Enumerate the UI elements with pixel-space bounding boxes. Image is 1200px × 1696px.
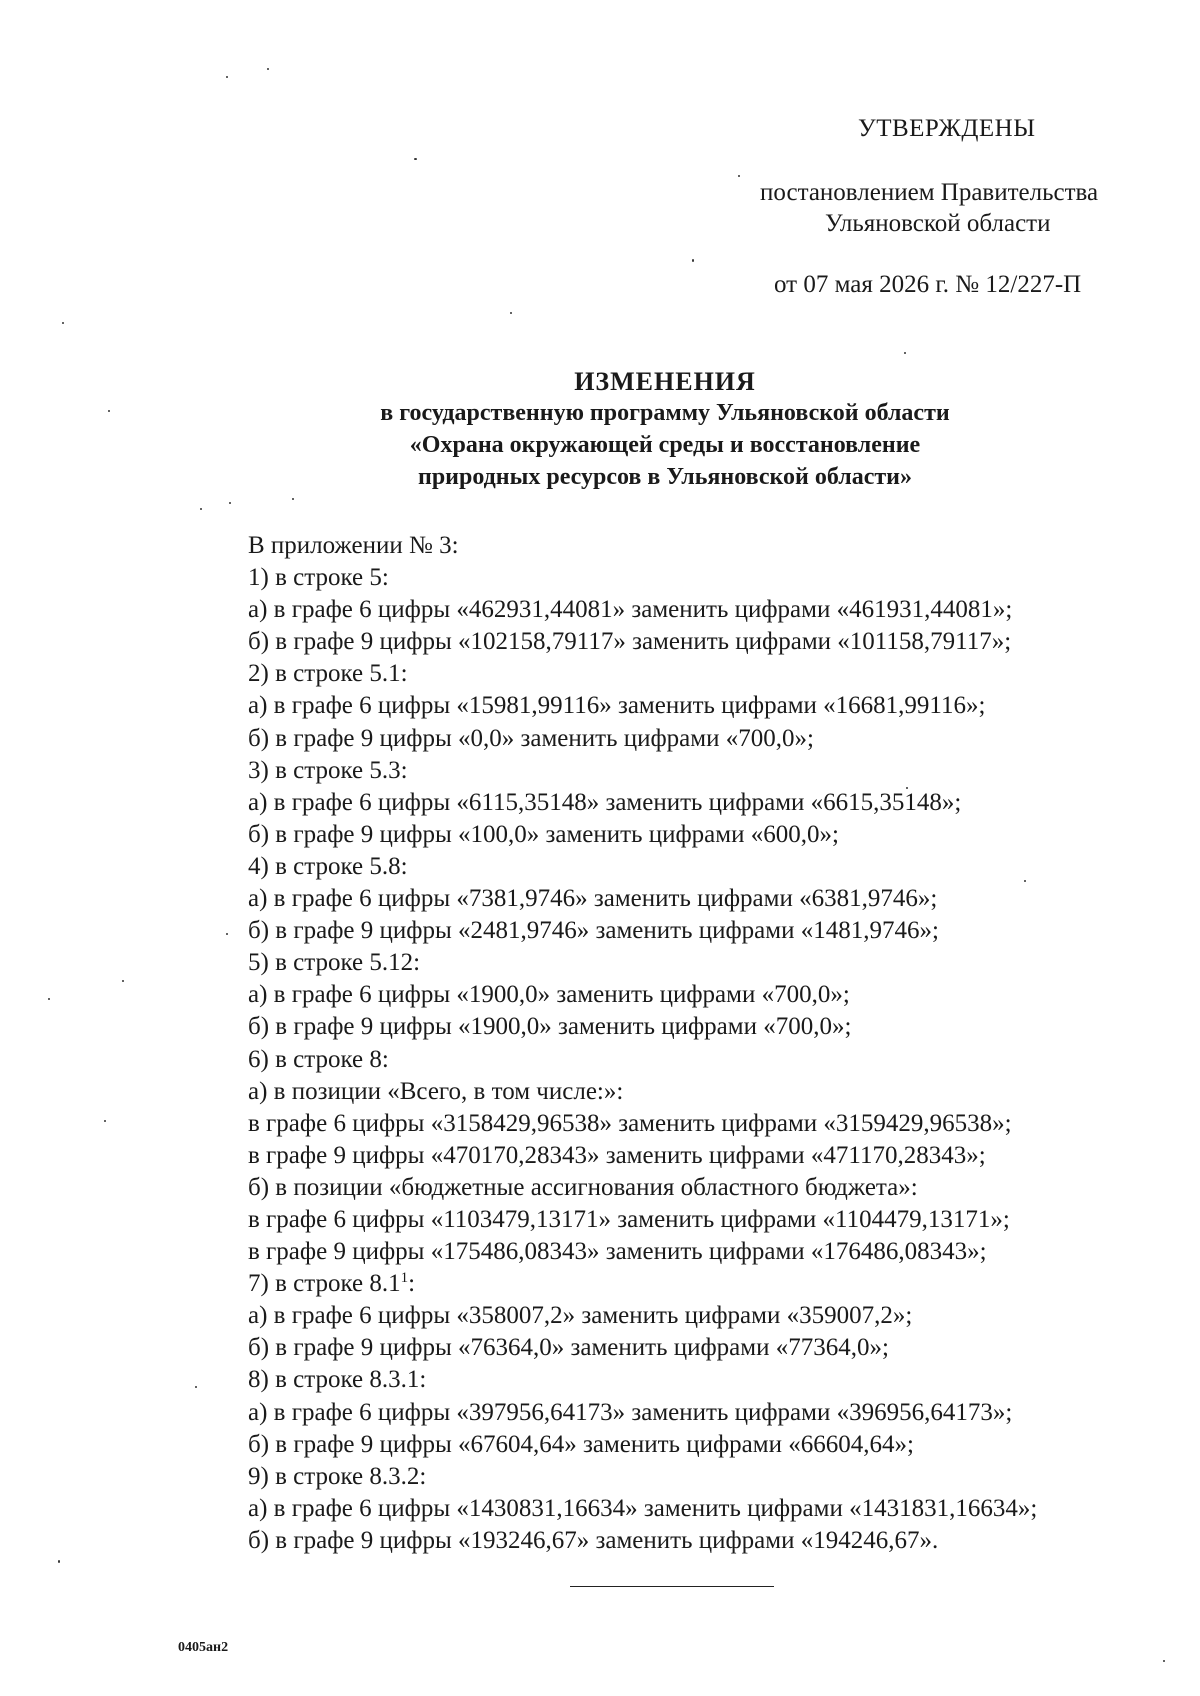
change-line: б) в графе 9 цифры «67604,64» заменить цифрами «66604,64»; <box>248 1430 914 1458</box>
change-line: а) в графе 6 цифры «462931,44081» заменить цифрами «461931,44081»; <box>248 596 1013 624</box>
change-line: б) в графе 9 цифры «102158,79117» заменить цифрами «101158,79117»; <box>248 628 1012 656</box>
change-line: б) в позиции «бюджетные ассигнования областного бюджета»: <box>248 1173 918 1201</box>
scan-speck <box>62 322 64 324</box>
change-line: б) в графе 9 цифры «2481,9746» заменить цифрами «1481,9746»; <box>248 917 939 945</box>
changes-list <box>248 530 1037 1557</box>
row-8-1-superscript: 1 <box>400 1270 409 1287</box>
scan-speck <box>195 1386 197 1388</box>
change-line: а) в графе 6 цифры «15981,99116» заменить цифрами «16681,99116»; <box>248 692 986 720</box>
document-title <box>160 366 1170 493</box>
change-line: 4) в строке 5.8: <box>248 852 408 880</box>
scan-speck <box>200 508 202 510</box>
row-8-1-suffix: : <box>408 1270 416 1298</box>
change-line: б) в графе 9 цифры «1900,0» заменить цифрами «700,0»; <box>248 1013 852 1041</box>
decree-line-1: постановлением Правительства <box>760 179 1099 206</box>
scan-speck <box>229 502 231 504</box>
change-line: в графе 6 цифры «3158429,96538» заменить цифрами «3159429,96538»; <box>248 1109 1012 1137</box>
change-line: 5) в строке 5.12: <box>248 949 421 977</box>
change-line: а) в графе 6 цифры «1900,0» заменить цифрами «700,0»; <box>248 981 850 1009</box>
closing-rule <box>570 1586 774 1587</box>
change-line: 1) в строке 5: <box>248 564 389 592</box>
title-main: ИЗМЕНЕНИЯ <box>574 367 756 396</box>
change-line: б) в графе 9 цифры «193246,67» заменить цифрами «194246,67». <box>248 1526 939 1554</box>
scan-speck <box>292 498 294 500</box>
change-line: б) в графе 9 цифры «76364,0» заменить цифрами «77364,0»; <box>248 1334 889 1362</box>
footer-code: 0405ан2 <box>178 1640 229 1655</box>
scan-speck <box>1163 1660 1165 1662</box>
change-line: 2) в строке 5.1: <box>248 660 408 688</box>
change-line: а) в позиции «Всего, в том числе:»: <box>248 1077 624 1105</box>
change-line: 3) в строке 5.3: <box>248 756 408 784</box>
scan-speck <box>267 68 269 70</box>
change-line: а) в графе 6 цифры «1430831,16634» заменить цифрами «1431831,16634»; <box>248 1494 1038 1522</box>
scan-speck <box>510 312 512 314</box>
change-line-row-8-1 <box>248 1268 1037 1300</box>
approved-heading: УТВЕРЖДЕНЫ <box>858 115 1036 142</box>
change-line: а) в графе 6 цифры «6115,35148» заменить цифрами «6615,35148»; <box>248 788 962 816</box>
scan-speck <box>692 259 694 262</box>
scan-speck <box>738 175 740 177</box>
change-line: в графе 6 цифры «1103479,13171» заменить цифрами «1104479,13171»; <box>248 1205 1010 1233</box>
title-line-2: «Охрана окружающей среды и восстановление <box>409 432 921 458</box>
title-line-3: природных ресурсов в Ульяновской области» <box>418 464 912 490</box>
change-line: в графе 9 цифры «470170,28343» заменить цифрами «471170,28343»; <box>248 1141 986 1169</box>
change-line: а) в графе 6 цифры «358007,2» заменить цифрами «359007,2»; <box>248 1302 913 1330</box>
row-8-1-text: 7) в строке 8.1 <box>248 1270 401 1298</box>
scan-speck <box>48 998 50 1000</box>
decree-line-2: Ульяновской области <box>825 210 1051 237</box>
change-line: а) в графе 6 цифры «7381,9746» заменить цифрами «6381,9746»; <box>248 885 938 913</box>
scan-speck <box>58 1560 60 1563</box>
scan-speck <box>122 980 124 982</box>
title-line-1: в государственную программу Ульяновской области <box>380 400 950 426</box>
scan-speck <box>414 158 417 160</box>
scan-speck <box>104 1120 106 1122</box>
scan-speck <box>226 76 228 78</box>
change-line: в графе 9 цифры «175486,08343» заменить цифрами «176486,08343»; <box>248 1238 987 1266</box>
change-line: б) в графе 9 цифры «100,0» заменить цифрами «600,0»; <box>248 820 839 848</box>
scan-speck <box>226 933 228 935</box>
decree-date-number: от 07 мая 2026 г. № 12/227-П <box>774 271 1082 298</box>
scan-speck <box>1024 880 1026 882</box>
change-line: б) в графе 9 цифры «0,0» заменить цифрами «700,0»; <box>248 724 814 752</box>
change-line: 8) в строке 8.3.1: <box>248 1366 427 1394</box>
change-line: а) в графе 6 цифры «397956,64173» заменить цифрами «396956,64173»; <box>248 1398 1013 1426</box>
change-line: 6) в строке 8: <box>248 1045 389 1073</box>
scan-speck <box>904 352 906 354</box>
scan-speck <box>906 787 908 789</box>
scan-speck <box>108 410 110 412</box>
change-line: В приложении № 3: <box>248 532 459 559</box>
change-line: 9) в строке 8.3.2: <box>248 1462 427 1490</box>
